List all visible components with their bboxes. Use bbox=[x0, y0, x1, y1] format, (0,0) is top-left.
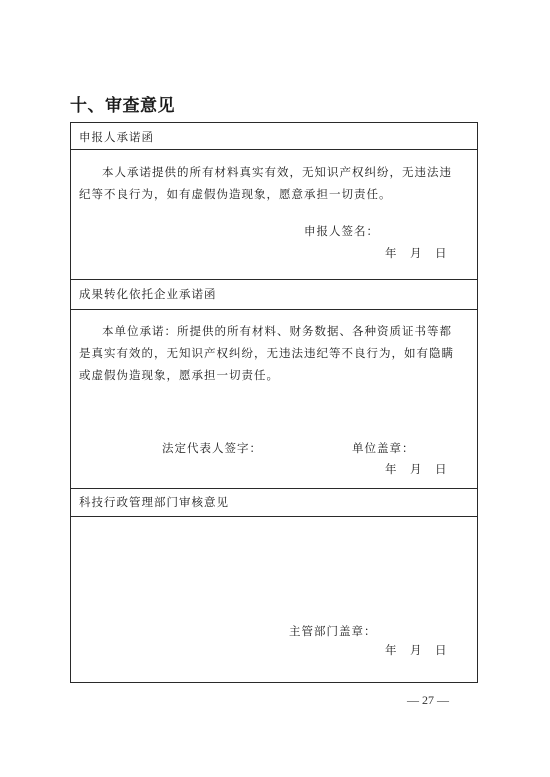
enterprise-date: 年 月 日 bbox=[385, 462, 448, 476]
divider bbox=[71, 279, 477, 280]
divider bbox=[71, 149, 477, 150]
review-heading: 科技行政管理部门审核意见 bbox=[79, 495, 229, 509]
applicant-commitment-line-1: 本人承诺提供的所有材料真实有效，无知识产权纠纷，无违法违 bbox=[102, 165, 452, 179]
review-date: 年 月 日 bbox=[385, 643, 448, 657]
section-title: 十、审查意见 bbox=[70, 96, 175, 116]
enterprise-seal-label: 单位盖章： bbox=[352, 441, 415, 455]
legal-representative-signature-label: 法定代表人签字： bbox=[162, 441, 262, 455]
enterprise-commitment-line-2: 是真实有效的，无知识产权纠纷，无违法违纪等不良行为，如有隐瞒 bbox=[79, 346, 454, 360]
enterprise-commitment-line-3: 或虚假伪造现象，愿承担一切责任。 bbox=[79, 368, 279, 382]
department-seal-label: 主管部门盖章： bbox=[289, 624, 377, 638]
applicant-commitment-line-2: 纪等不良行为，如有虚假伪造现象，愿意承担一切责任。 bbox=[79, 187, 392, 201]
divider bbox=[71, 516, 477, 517]
applicant-signature-label: 申报人签名： bbox=[304, 224, 379, 238]
enterprise-heading: 成果转化依托企业承诺函 bbox=[79, 287, 217, 301]
page-number: — 27 — bbox=[407, 693, 449, 707]
enterprise-commitment-line-1: 本单位承诺：所提供的所有材料、财务数据、各种资质证书等都 bbox=[102, 324, 452, 338]
applicant-heading: 申报人承诺函 bbox=[79, 130, 154, 144]
review-form-table bbox=[70, 122, 478, 683]
divider bbox=[71, 488, 477, 489]
applicant-date: 年 月 日 bbox=[385, 246, 448, 260]
divider bbox=[71, 309, 477, 310]
